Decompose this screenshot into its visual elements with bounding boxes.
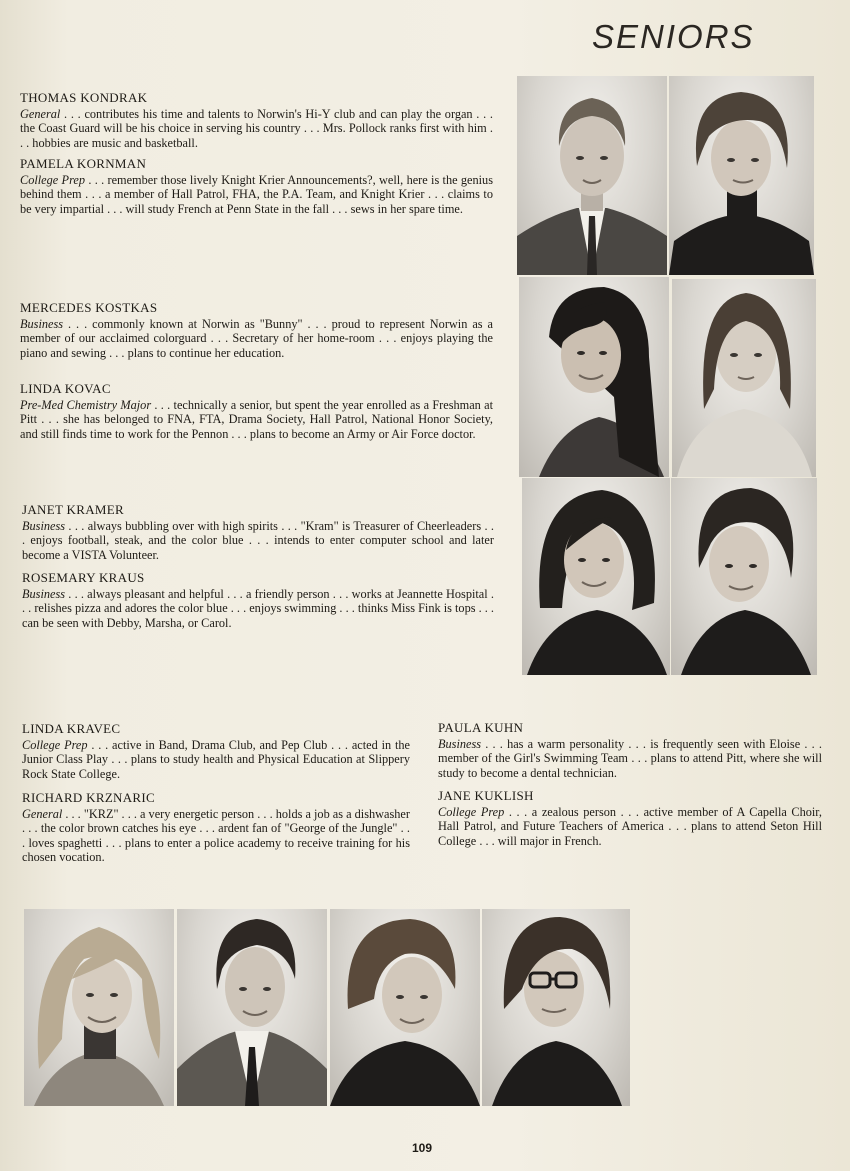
senior-course: College Prep (22, 737, 88, 752)
senior-description: active in Band, Drama Club, and Pep Club . . . acted in the Junior Class Play . . . plans to study health and Physical Education at Slippery Rock State College. (22, 737, 410, 781)
senior-entry-kraus: ROSEMARY KRAUS Business . . . always pleasant and helpful . . . a friendly person . . . works at Jeannette Hospital . . . relishes pizza and adores the color blue . . . enjoys swimming . . . thinks Miss Fink is tops . . . can be seen with Debby, Marsha, or Carol. (22, 570, 494, 630)
portrait-illustration (330, 909, 480, 1106)
senior-course: Pre-Med Chemistry Major (20, 397, 152, 412)
portrait-linda-kravec (24, 909, 174, 1106)
portrait-janet-kramer (522, 478, 670, 675)
portrait-illustration (519, 277, 669, 477)
senior-description: "KRZ" . . . a very energetic person . . . holds a job as a dishwasher . . . the color brown catches his eye . . . ardent fan of "George of the Jungle" . . . loves spaghetti . . . plans to enter a police academy to receive training for his chosen vocation. (22, 806, 410, 865)
senior-entry-kravec: LINDA KRAVEC College Prep . . . active in Band, Drama Club, and Pep Club . . . acted in the Junior Class Play . . . plans to study health and Physical Education at Slippery Rock State College. (22, 721, 410, 781)
senior-entry-kondrak: THOMAS KONDRAK General . . . contributes his time and talents to Norwin's Hi-Y club and can play the organ . . . the Coast Guard will be his choice in serving his country . . . Mrs. Pollock ranks first with him . . . hobbies are music and basketball. (20, 90, 493, 150)
portrait-illustration (482, 909, 630, 1106)
portrait-jane-kuklish (482, 909, 630, 1106)
portrait-paula-kuhn (330, 909, 480, 1106)
senior-course: General (22, 806, 63, 821)
senior-entry-kovac: LINDA KOVAC Pre-Med Chemistry Major . . . technically a senior, but spent the year enrolled as a Freshman at Pitt . . . she has belonged to FNA, FTA, Drama Society, Hall Patrol, National Honor Society, and still finds time to work for the Pennon . . . plans to become an Army or Air Force doctor. (20, 381, 493, 441)
senior-name: PAULA KUHN (438, 720, 524, 735)
senior-description: remember those lively Knight Krier Announcements?, well, here is the genius behind them . . . a member of Hall Patrol, FHA, the P.A. Team, and Knight Krier . . . claims to be very impartial . . . will study French at Penn State in the fall . . . sews in her spare time. (20, 172, 493, 216)
portrait-linda-kovac (672, 279, 816, 477)
senior-name: JANET KRAMER (22, 502, 124, 517)
senior-name: ROSEMARY KRAUS (22, 570, 145, 585)
portrait-thomas-kondrak (517, 76, 667, 275)
senior-name: PAMELA KORNMAN (20, 156, 147, 171)
senior-description: has a warm personality . . . is frequently seen with Eloise . . . member of the Girl's Swimming Team . . . plans to attend Pitt, where she will study to become a dental technician. (438, 736, 822, 780)
portrait-illustration (517, 76, 667, 275)
senior-description: technically a senior, but spent the year enrolled as a Freshman at Pitt . . . she has belonged to FNA, FTA, Drama Society, Hall Patrol, National Honor Society, and still finds time to work for the Pennon . . . plans to become an Army or Air Force doctor. (20, 397, 493, 441)
portrait-illustration (672, 279, 816, 477)
portrait-illustration (522, 478, 670, 675)
senior-course: General (20, 106, 61, 121)
senior-name: JANE KUKLISH (438, 788, 534, 803)
senior-name: THOMAS KONDRAK (20, 90, 148, 105)
portrait-illustration (177, 909, 327, 1106)
senior-description: always bubbling over with high spirits . . . "Kram" is Treasurer of Cheerleaders . . . enjoys football, steak, and the color blue . . . intends to enter computer school and later become a VISTA Volunteer. (22, 518, 494, 562)
page-title: SENIORS (592, 18, 755, 55)
senior-entry-kuhn: PAULA KUHN Business . . . has a warm personality . . . is frequently seen with Eloise . . . member of the Girl's Swimming Team . . . plans to attend Pitt, where she will study to become a dental technician. (438, 720, 822, 780)
senior-description: a zealous person . . . active member of A Capella Choir, Hall Patrol, and Future Teachers of America . . . plans to attend Seton Hill College . . . will major in French. (438, 804, 822, 848)
senior-name: LINDA KRAVEC (22, 721, 121, 736)
senior-description: contributes his time and talents to Norwin's Hi-Y club and can play the organ . . . the Coast Guard will be his choice in serving his country . . . Mrs. Pollock ranks first with him . . . hobbies are music and basketball. (20, 106, 493, 150)
senior-entry-kornman: PAMELA KORNMAN College Prep . . . remember those lively Knight Krier Announcements?, well, here is the genius behind them . . . a member of Hall Patrol, FHA, the P.A. Team, and Knight Krier . . . claims to be very impartial . . . will study French at Penn State in the fall . . . sews in her spare time. (20, 156, 493, 216)
page-number: 109 (412, 1141, 433, 1155)
senior-entry-kuklish: JANE KUKLISH College Prep . . . a zealous person . . . active member of A Capella Choir, Hall Patrol, and Future Teachers of America . . . plans to attend Seton Hill College . . . will major in French. (438, 788, 822, 848)
senior-course: College Prep (438, 804, 505, 819)
senior-entry-kostkas: MERCEDES KOSTKAS Business . . . commonly known at Norwin as "Bunny" . . . proud to represent Norwin as a member of our acclaimed colorguard . . . Secretary of her home-room . . . enjoys playing the piano and sewing . . . plans to continue her education. (20, 300, 493, 360)
senior-name: LINDA KOVAC (20, 381, 111, 396)
senior-entry-krznaric: RICHARD KRZNARIC General . . . "KRZ" . . . a very energetic person . . . holds a job as a dishwasher . . . the color brown catches his eye . . . ardent fan of "George of the Jungle" . . . loves spaghetti . . . plans to enter a police academy to receive training for his chosen vocation. (22, 790, 410, 865)
portrait-illustration (24, 909, 174, 1106)
portrait-pamela-kornman (669, 76, 814, 275)
senior-entry-kramer: JANET KRAMER Business . . . always bubbling over with high spirits . . . "Kram" is Treasurer of Cheerleaders . . . enjoys football, steak, and the color blue . . . intends to enter computer school and later become a VISTA Volunteer. (22, 502, 494, 562)
senior-course: Business (438, 736, 482, 751)
portrait-rosemary-kraus (671, 478, 817, 675)
portrait-mercedes-kostkas (519, 277, 669, 477)
senior-description: always pleasant and helpful . . . a friendly person . . . works at Jeannette Hospital . . . relishes pizza and adores the color blue . . . enjoys swimming . . . thinks Miss Fink is tops . . . can be seen with Debby, Marsha, or Carol. (22, 586, 494, 630)
senior-course: Business (20, 316, 64, 331)
senior-description: commonly known at Norwin as "Bunny" . . . proud to represent Norwin as a member of our acclaimed colorguard . . . Secretary of her home-room . . . enjoys playing the piano and sewing . . . plans to continue her education. (20, 316, 493, 360)
senior-name: MERCEDES KOSTKAS (20, 300, 158, 315)
senior-name: RICHARD KRZNARIC (22, 790, 156, 805)
portrait-illustration (669, 76, 814, 275)
senior-course: Business (22, 518, 66, 533)
senior-course: College Prep (20, 172, 86, 187)
portrait-illustration (671, 478, 817, 675)
senior-course: Business (22, 586, 66, 601)
portrait-richard-krznaric (177, 909, 327, 1106)
